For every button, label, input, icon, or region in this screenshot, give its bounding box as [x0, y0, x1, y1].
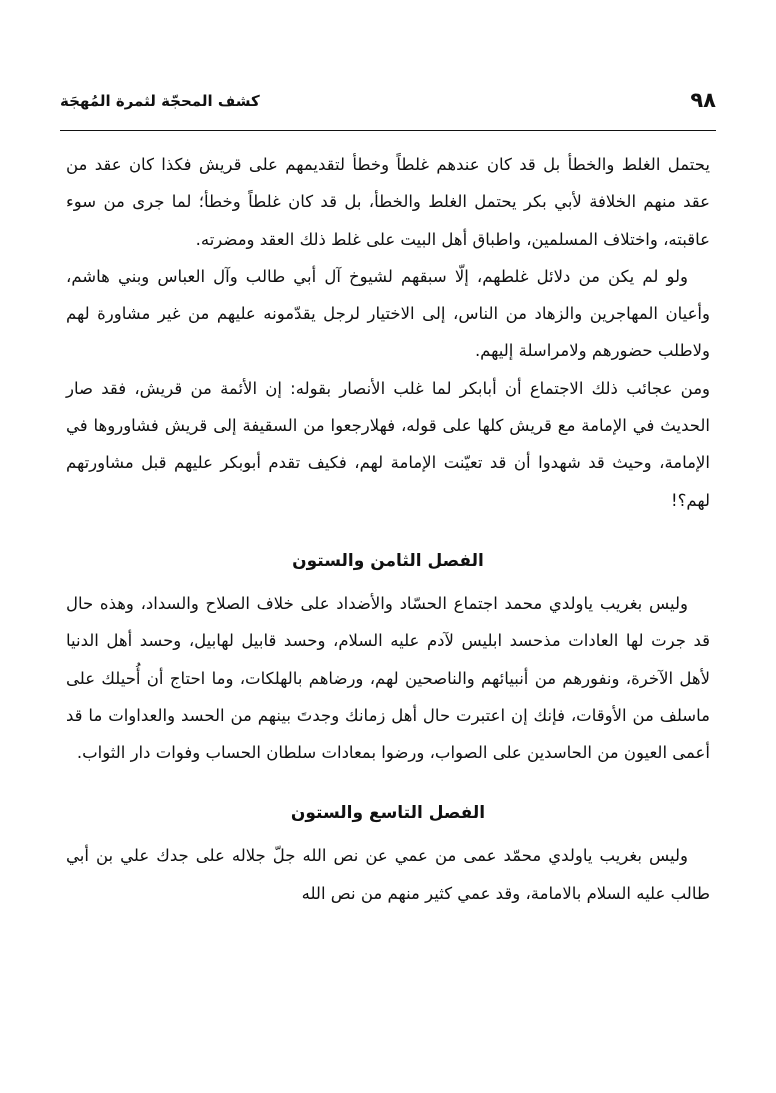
- paragraph: وليس بغريب ياولدي محمد اجتماع الحسّاد والأضداد على خلاف الصلاح والسداد، وهذه حال قد جرت لها العادات مذحسد ابليس لآدم عليه السلام، وحسد قابيل لهابيل، وحسد أهل الدنيا لأهل الآخرة، ونفورهم من أنبيائهم والناصحين لهم، ورضاهم بالهلكات، وما احتاج أن أُحيلك على ماسلف من الأوقات، فإنك إن اعتبرت حال أهل زمانك وجدتَ بينهم من الحسد والعداوات ما قد أعمى العيون من الحاسدين على الصواب، ورضوا بمعادات سلطان الحساب وفوات دار الثواب.: [66, 593, 710, 763]
- paragraph: وليس بغريب ياولدي محمّد عمى من عمي عن نص الله جلّ جلاله على جدك علي بن أبي طالب عليه السلام بالامامة، وقد عمي كثير منهم من نص الله: [66, 846, 710, 903]
- page-number: ٩٨: [690, 88, 716, 112]
- book-title: كشف المحجّة لثمرة المُهجَة: [60, 92, 260, 110]
- paragraph: يحتمل الغلط والخطأ بل قد كان عندهم غلطاً وخطأ لتقديمهم على قريش فكذا كان عقد من عقد منهم الخلافة لأبي بكر يحتمل الغلط والخطأ، بل قد كان غلطاً وخطأ؛ لما جرى من سوء عاقبته، واختلاف المسلمين، واطباق أهل البيت على غلط ذلك العقد ومضرته.: [66, 155, 710, 249]
- section-heading: الفصل التاسع والستون: [290, 803, 486, 824]
- section-heading: الفصل الثامن والستون: [292, 550, 484, 571]
- page-body: [66, 146, 710, 912]
- running-header: [60, 86, 716, 126]
- paragraph: ولو لم يكن من دلائل غلطهم، إلّا سبقهم لشيوخ آل أبي طالب وآل العباس وبني هاشم، وأعيان المهاجرين والزهاد من الناس، إلى الاختيار لرجل يقدّمونه عليهم من غير مشاورة لهم ولاطلب حضورهم ولامراسلة إليهم.: [66, 266, 710, 361]
- header-rule: [60, 130, 716, 131]
- paragraph: ومن عجائب ذلك الاجتماع أن أبابكر لما غلب الأنصار بقوله: إن الأئمة من قريش، فقد صار الحديث في الإمامة مع قريش كلها على قوله، فهلارجعوا من السقيفة إلى قريش فشاوروها في الإمامة، وحيث قد شهدوا أن قد تعيّنت الإمامة لهم، فكيف تقدم أبوبكر عليهم قبل مشاورتهم لهم؟!: [66, 378, 710, 510]
